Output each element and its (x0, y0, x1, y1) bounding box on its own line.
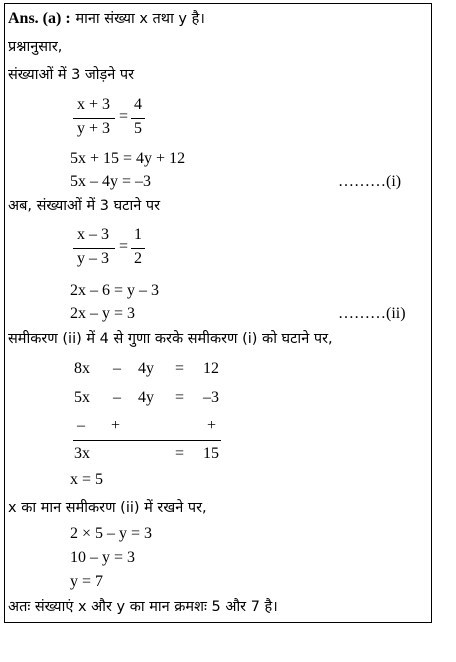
elim-r2-c1: 5x (74, 389, 90, 406)
answer-label: Ans. (a) : (8, 10, 71, 27)
substitution-step-2: 10 – y = 3 (70, 549, 136, 566)
fraction-equation-1: x + 3 y + 3 = 4 5 (73, 96, 153, 142)
assumption-text: माना संख्या x तथा y है। (75, 11, 205, 27)
conclusion-text: अतः संख्याएं x और y का मान क्रमशः 5 और 7 है। (8, 599, 278, 615)
equation-expanded-1: 5x + 15 = 4y + 12 (70, 150, 186, 167)
elim-r4-c1: 3x (74, 445, 90, 462)
frac2-bar (73, 248, 115, 249)
y-value: y = 7 (70, 573, 104, 590)
subtracting-three-text: अब, संख्याओं में 3 घटाने पर (8, 198, 161, 214)
frac1-rhs-bar (131, 118, 145, 119)
frac2-rhs-denominator: 2 (134, 250, 142, 267)
elim-sign-2: + (111, 417, 121, 434)
equation-i: 5x – 4y = –3 (70, 173, 152, 190)
elim-r1-c4: = (175, 360, 185, 377)
elim-r4-c2: = (175, 445, 185, 462)
frac1-rhs-numerator: 4 (134, 96, 142, 113)
elim-r1-c5: 12 (203, 360, 219, 377)
equation-expanded-2: 2x – 6 = y – 3 (70, 282, 160, 299)
according-to-question: प्रश्नानुसार, (8, 39, 63, 55)
answer-heading (8, 9, 205, 28)
multiply-subtract-text: समीकरण (ii) में 4 से गुणा करके समीकरण (i) को घटाने पर, (8, 331, 333, 347)
fraction-equation-2: x – 3 y – 3 = 1 2 (73, 226, 153, 272)
elim-r2-c4: = (175, 389, 185, 406)
elim-r2-c5: –3 (203, 389, 219, 406)
elim-r1-c2: – (113, 360, 121, 377)
equation-ii: 2x – y = 3 (70, 305, 136, 322)
substitution-step-1: 2 × 5 – y = 3 (70, 525, 153, 542)
equation-tag-i: ………(i) (338, 173, 402, 190)
frac1-rhs-denominator: 5 (134, 120, 142, 137)
x-value: x = 5 (70, 471, 104, 488)
frac2-rhs-bar (131, 248, 145, 249)
elim-r4-c3: 15 (203, 445, 219, 462)
frac1-denominator: y + 3 (77, 120, 111, 137)
frac1-numerator: x + 3 (77, 96, 111, 113)
frac1-bar (73, 118, 115, 119)
elim-r1-c3: 4y (138, 360, 154, 377)
elim-sign-1: – (77, 417, 85, 434)
elim-sign-3: + (207, 417, 217, 434)
elim-r2-c2: – (113, 389, 121, 406)
elimination-rule (73, 440, 221, 441)
frac2-numerator: x – 3 (77, 226, 109, 243)
frac2-rhs-numerator: 1 (134, 226, 142, 243)
elim-r1-c1: 8x (74, 360, 90, 377)
adding-three-text: संख्याओं में 3 जोड़ने पर (8, 67, 135, 83)
frac2-denominator: y – 3 (77, 250, 109, 267)
elim-r2-c3: 4y (138, 389, 154, 406)
substitute-text: x का मान समीकरण (ii) में रखने पर, (8, 500, 207, 516)
equation-tag-ii: ………(ii) (338, 305, 406, 322)
answer-box (4, 3, 432, 623)
